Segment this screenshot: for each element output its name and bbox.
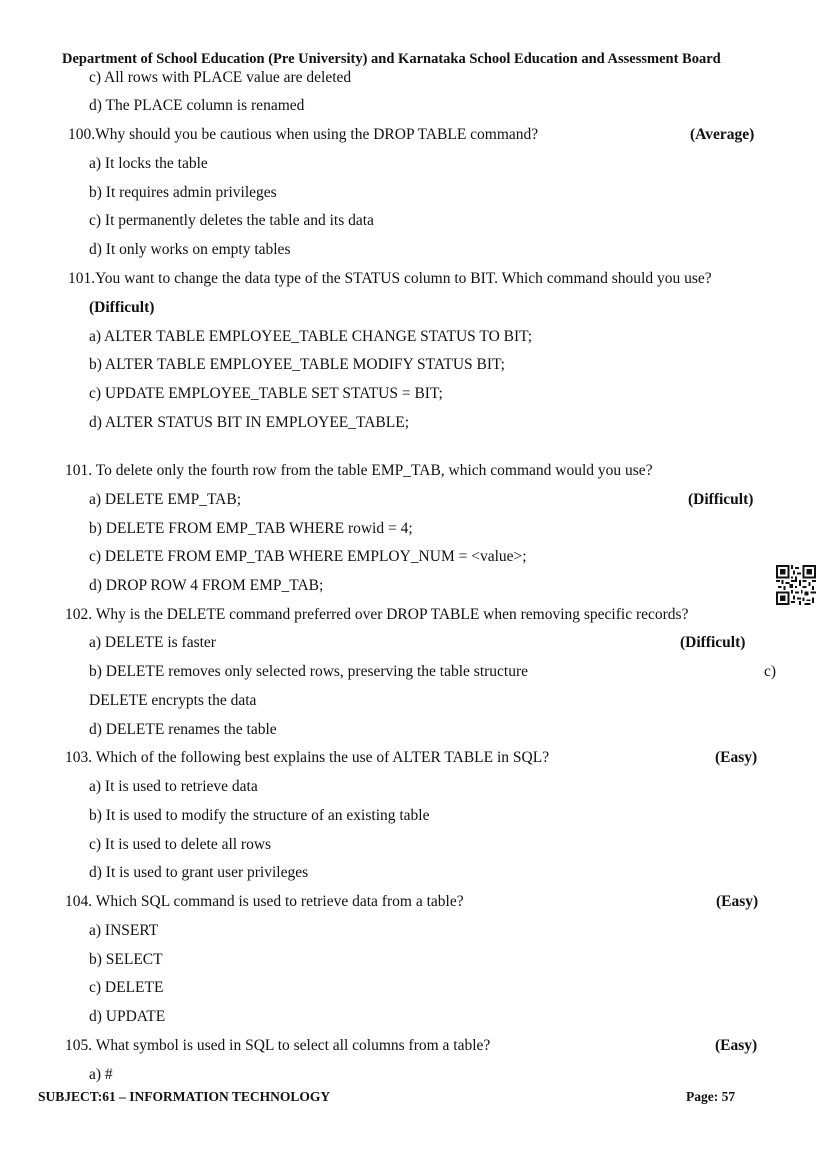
option-line: a) DELETE is faster (89, 634, 216, 651)
option-line: b) ALTER TABLE EMPLOYEE_TABLE MODIFY STATUS BIT; (89, 356, 505, 373)
question-101b: 101. To delete only the fourth row from the table EMP_TAB, which command would you use? (65, 462, 653, 479)
option-line: b) It is used to modify the structure of an existing table (89, 807, 430, 824)
difficulty-label: (Easy) (715, 749, 758, 766)
option-line: a) DELETE EMP_TAB; (89, 491, 242, 508)
question-102: 102. Why is the DELETE command preferred over DROP TABLE when removing specific records? (65, 606, 689, 623)
option-line: a) It is used to retrieve data (89, 778, 258, 795)
question-104: 104. Which SQL command is used to retrieve data from a table? (65, 893, 464, 910)
option-line: c) All rows with PLACE value are deleted (89, 69, 352, 86)
page-header: Department of School Education (Pre University) and Karnataka School Education and Assessment Board (62, 51, 721, 67)
option-line: b) It requires admin privileges (89, 184, 277, 201)
question-105: 105. What symbol is used in SQL to select all columns from a table? (65, 1037, 491, 1054)
difficulty-label: (Average) (690, 126, 755, 143)
option-line: a) INSERT (89, 922, 159, 939)
difficulty-label: (Difficult) (89, 299, 155, 316)
option-line: a) # (89, 1066, 113, 1083)
option-line: b) SELECT (89, 951, 163, 968)
option-line: b) DELETE FROM EMP_TAB WHERE rowid = 4; (89, 520, 413, 537)
difficulty-label: (Easy) (716, 893, 759, 910)
option-line: d) It only works on empty tables (89, 241, 291, 258)
option-line: d) DELETE renames the table (89, 721, 277, 738)
option-line: a) ALTER TABLE EMPLOYEE_TABLE CHANGE STATUS TO BIT; (89, 328, 533, 345)
option-line: c) DELETE (89, 979, 164, 996)
difficulty-label: (Difficult) (688, 491, 754, 508)
footer-subject: SUBJECT:61 – INFORMATION TECHNOLOGY (38, 1089, 331, 1104)
difficulty-label: (Difficult) (680, 634, 746, 651)
option-line: b) DELETE removes only selected rows, preserving the table structure (89, 663, 529, 680)
option-line: c) It is used to delete all rows (89, 836, 272, 853)
qr-code-icon (776, 565, 816, 605)
option-line: c) DELETE FROM EMP_TAB WHERE EMPLOY_NUM = <value>; (89, 548, 527, 565)
option-line: c) UPDATE EMPLOYEE_TABLE SET STATUS = BIT; (89, 385, 443, 402)
option-line: d) UPDATE (89, 1008, 166, 1025)
option-marker: c) (764, 663, 777, 680)
difficulty-label: (Easy) (715, 1037, 758, 1054)
option-line: d) The PLACE column is renamed (89, 97, 305, 114)
question-100: 100.Why should you be cautious when using the DROP TABLE command? (68, 126, 539, 143)
option-line: a) It locks the table (89, 155, 208, 172)
question-101: 101.You want to change the data type of the STATUS column to BIT. Which command should you use? (68, 270, 712, 287)
option-line: d) It is used to grant user privileges (89, 864, 309, 881)
option-line: d) ALTER STATUS BIT IN EMPLOYEE_TABLE; (89, 414, 410, 431)
option-line: d) DROP ROW 4 FROM EMP_TAB; (89, 577, 324, 594)
footer-page-number: Page: 57 (686, 1089, 736, 1104)
question-103: 103. Which of the following best explains the use of ALTER TABLE in SQL? (65, 749, 550, 766)
option-line: DELETE encrypts the data (89, 692, 257, 709)
option-line: c) It permanently deletes the table and its data (89, 212, 374, 229)
